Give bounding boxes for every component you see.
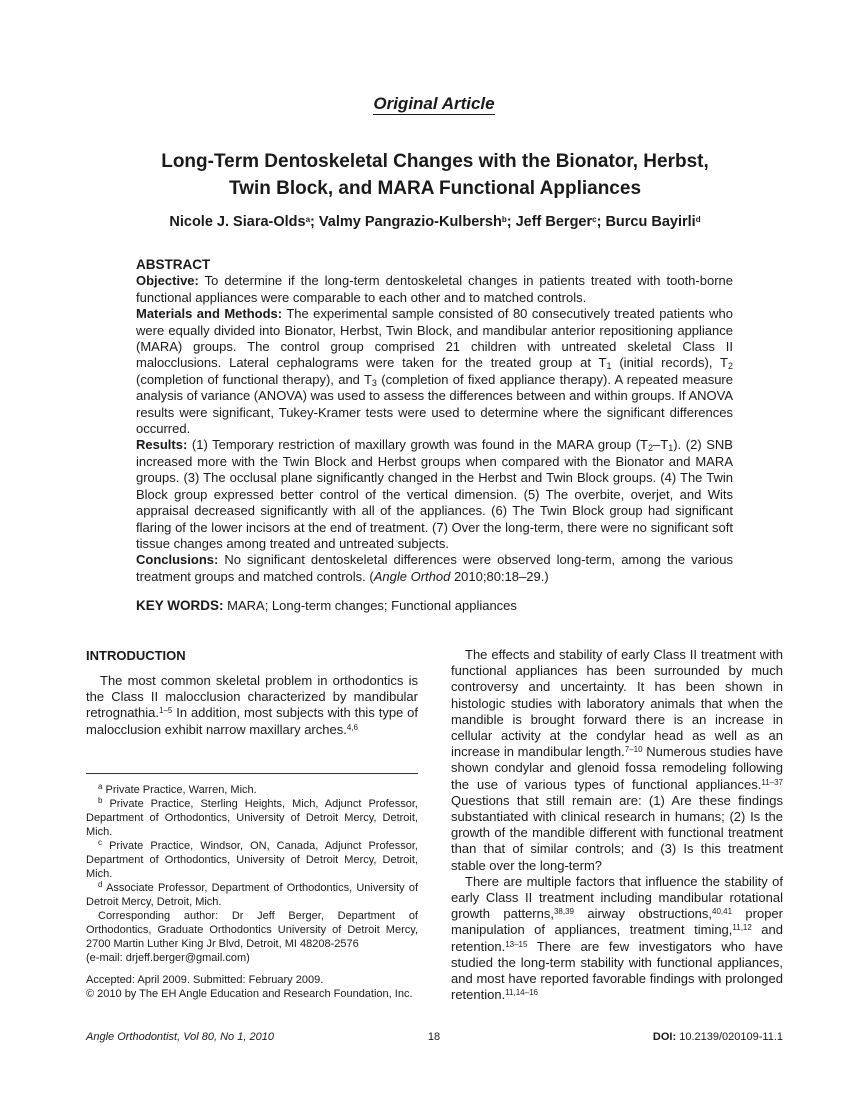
footnote-divider bbox=[86, 773, 418, 774]
body-paragraph bbox=[86, 673, 418, 738]
footer-doi bbox=[560, 1031, 783, 1043]
author-name: Valmy Pangrazio-Kulbersh bbox=[318, 214, 502, 230]
footnote-b bbox=[86, 797, 418, 839]
author-affiliation-mark: a bbox=[305, 215, 311, 224]
results-text: ). (2) SNB increased more with the Twin Block and Herbst groups when compared with the Bionator and MARA groups. (3) The occlusal plane significantly changed in the Herbst and Twin Block groups. (4) The Twin Block group expressed better control of the vertical dimension. (5) The overbite, overjet, and Wits appraisal decreased significantly with all of the appliances. (6) The Twin Block group had significant flaring of the lower incisors at the end of treatment. (7) Over the long-term, there were no significant soft tissue changes among treated and untreated subjects. bbox=[136, 437, 733, 551]
subscript: 2 bbox=[727, 361, 733, 372]
results-text: (1) Temporary restriction of maxillary growth was found in the MARA group (T bbox=[191, 437, 648, 453]
author-name: Nicole J. Siara-Olds bbox=[169, 214, 306, 230]
citation-ref: 11,12 bbox=[732, 923, 752, 933]
footnote-mark: c bbox=[98, 838, 102, 847]
journal-abbrev: Angle Orthod bbox=[373, 568, 451, 584]
title-line-1: Long-Term Dentoskeletal Changes with the Bionator, Herbst, bbox=[161, 151, 709, 172]
article-type-label: Original Article bbox=[373, 94, 495, 113]
copyright-notice: © 2010 by The EH Angle Education and Research Foundation, Inc. bbox=[86, 988, 413, 1000]
citation-ref: 1–5 bbox=[159, 706, 173, 716]
keywords-text: MARA; Long-term changes; Functional appliances bbox=[227, 598, 517, 613]
footer-journal: Angle Orthodontist, Vol 80, No 1, 2010 bbox=[86, 1031, 274, 1043]
citation-ref: 38,39 bbox=[553, 907, 575, 917]
footnote-text: Associate Professor, Department of Orthodontics, University of Detroit Mercy, Detroit, Mich. bbox=[86, 882, 419, 908]
author-affiliation-mark: d bbox=[695, 215, 701, 224]
body-text: In addition, most subjects with this type of malocclusion exhibit narrow maxillary arches. bbox=[86, 705, 418, 737]
subscript: 1 bbox=[668, 443, 674, 454]
conclusions-label: Conclusions: bbox=[136, 552, 219, 568]
section-heading-introduction: INTRODUCTION bbox=[86, 648, 186, 663]
corresponding-author: Corresponding author: Dr Jeff Berger, Department of Orthodontics, Graduate Orthodontics University of Detroit Mercy, 2700 Martin Luther King Jr Blvd, Detroit, MI 48208-2576 bbox=[86, 910, 418, 950]
footnote-mark: a bbox=[98, 782, 103, 791]
objective-text: To determine if the long-term dentoskeletal changes in patients treated with tooth-borne functional appliances were comparable to each other and to matched controls. bbox=[136, 273, 733, 305]
author-list: Nicole J. Siara-Olds$^a$; Valmy Pangrazio-Kulbersh$^b$; Jeff Berger$^c$; Burcu Bayirli$^d$ bbox=[169, 214, 701, 230]
methods-text: (completion of functional therapy), and T bbox=[136, 371, 372, 387]
author-name: Burcu Bayirli bbox=[605, 214, 696, 230]
results-label: Results: bbox=[136, 437, 188, 453]
author-affiliation-mark: c bbox=[592, 215, 597, 224]
footnote-mark: d bbox=[98, 880, 103, 889]
subscript: 3 bbox=[371, 377, 377, 388]
methods-text: (initial records), T bbox=[611, 355, 728, 371]
abstract-block bbox=[136, 257, 733, 585]
footnotes bbox=[86, 783, 418, 1001]
footnote-d bbox=[86, 881, 418, 909]
citation-ref: 13–15 bbox=[505, 939, 528, 949]
citation-ref: 4,6 bbox=[346, 722, 358, 732]
conclusions-text: 2010;80:18–29.) bbox=[450, 568, 549, 584]
doi-label: DOI: bbox=[652, 1031, 677, 1043]
citation-ref: 11–37 bbox=[761, 777, 783, 787]
footnote-text: Private Practice, Windsor, ON, Canada, Adjunct Professor, Department of Orthodontics, University of Detroit Mercy, Detroit, Mich. bbox=[86, 840, 418, 880]
title-line-2: Twin Block, and MARA Functional Appliances bbox=[228, 178, 642, 199]
body-text: and retention. bbox=[451, 922, 783, 954]
abstract-heading: ABSTRACT bbox=[136, 257, 211, 272]
subscript: 2 bbox=[648, 443, 654, 454]
doi-value: 10.2139/020109-11.1 bbox=[679, 1031, 783, 1043]
article-type bbox=[0, 94, 850, 114]
body-text: The effects and stability of early Class II treatment with functional appliances has been surrounded by much controversy and uncertainty. It has been shown in histologic studies with laboratory animals that when the mandible is brought forward there is an increase in cellular activity at the condylar head as well as an increase in mandibular length. bbox=[451, 647, 783, 760]
body-text: There are multiple factors that influence the stability of early Class II treatment including mandibular rotational growth patterns, bbox=[451, 873, 783, 922]
keywords bbox=[136, 598, 736, 613]
body-text: There are few investigators who have studied the long-term stability with functional appliances, and most have reported favorable findings with prolonged retention. bbox=[451, 938, 783, 1003]
methods-text: (completion of fixed appliance therapy). A repeated measure analysis of variance (ANOVA) was used to assess the differences between and within groups. If ANOVA results were significant, Tukey-Kramer tests were used to determine where the significant differences occurred. bbox=[136, 371, 733, 437]
page-number: 18 bbox=[427, 1031, 441, 1043]
right-column-body bbox=[451, 647, 783, 1003]
footnote-text: Private Practice, Warren, Mich. bbox=[105, 784, 257, 796]
left-column-body bbox=[86, 673, 418, 738]
body-text: Questions that still remain are: (1) Are these findings substantiated with clinical research in humans; (2) Is the growth of the mandible different with functional treatment than that of similar controls; and (3) Is this treatment stable over the long-term? bbox=[451, 792, 783, 873]
footnote-c bbox=[86, 839, 418, 881]
footnote-a bbox=[86, 783, 418, 797]
body-text: proper manipulation of appliances, treatment timing, bbox=[451, 906, 783, 938]
accepted-submitted: Accepted: April 2009. Submitted: February 2009. bbox=[86, 974, 324, 986]
body-text: airway obstructions, bbox=[574, 906, 713, 922]
footnote-text: Private Practice, Sterling Heights, Mich, Adjunct Professor, Department of Orthodontics, University of Detroit Mercy, Detroit, Mich. bbox=[86, 798, 418, 838]
footnote-mark: b bbox=[98, 796, 103, 805]
conclusions-text: No significant dentoskeletal differences were observed long-term, among the various treatment groups and matched controls. ( bbox=[136, 552, 733, 584]
abstract-methods bbox=[136, 306, 733, 437]
abstract-objective bbox=[136, 273, 733, 306]
corresponding-email: (e-mail: drjeff.berger@gmail.com) bbox=[86, 952, 250, 964]
methods-label: Materials and Methods: bbox=[136, 306, 283, 322]
author-name: Jeff Berger bbox=[515, 214, 593, 230]
citation-ref: 11,14–16 bbox=[505, 988, 538, 998]
author-affiliation-mark: b bbox=[501, 215, 507, 224]
body-text: Numerous studies have shown condylar and glenoid fossa remodeling following the use of various types of functional appliances. bbox=[451, 744, 784, 792]
citation-ref: 40,41 bbox=[712, 907, 733, 917]
subscript: 1 bbox=[606, 361, 612, 372]
methods-text: The experimental sample consisted of 80 consecutively treated patients who were equally divided into Bionator, Herbst, Twin Block, and mandibular anterior repositioning appliance (MARA) groups. The control group comprised 21 children with untreated skeletal Class II malocclusions. Lateral cephalograms were taken for the treated group at T bbox=[136, 306, 734, 371]
body-text: The most common skeletal problem in orthodontics is the Class II malocclusion characterized by mandibular retrognathia. bbox=[86, 673, 418, 721]
paper-title bbox=[120, 148, 750, 202]
body-paragraph bbox=[451, 874, 783, 1004]
abstract-conclusions bbox=[136, 552, 733, 585]
objective-label: Objective: bbox=[136, 273, 199, 289]
abstract-results bbox=[136, 437, 733, 552]
citation-ref: 7–10 bbox=[624, 745, 643, 755]
body-paragraph bbox=[451, 647, 783, 874]
keywords-label: KEY WORDS: bbox=[136, 598, 224, 613]
results-text: –T bbox=[653, 437, 669, 453]
